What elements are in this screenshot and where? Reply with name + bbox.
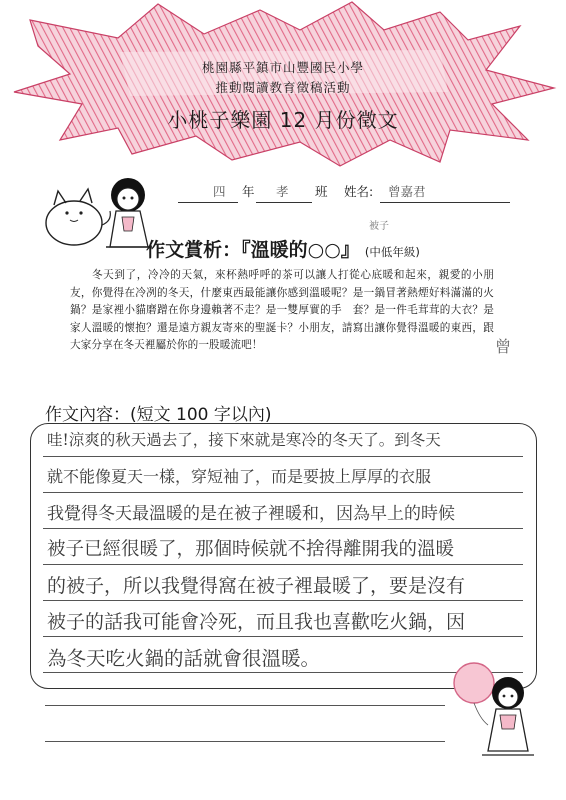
grade-label: 年 [242, 184, 255, 199]
writing-line [43, 564, 523, 565]
prompt-paragraph: 冬天到了，冷冷的天氣，來杯熱呼呼的茶可以讓人打從心底暖和起來，親愛的小朋友，你覺得在冷冽的冬天，什麼東西最能讓你感到溫暖呢？是一鍋冒著熱煙好料滿滿的火鍋？是家裡小貓磨蹭在你身邊賴著不走？是一雙厚實的手 套？是一件毛茸茸的大衣？是家人溫暖的懷抱？還是遠方親友寄來的聖誕卡？小朋友，請寫出讓你覺得溫暖的東西，跟大家分享在冬天裡屬於你的一股暖流吧！ [70, 269, 494, 351]
class-underline [256, 202, 312, 203]
writing-line [45, 741, 445, 742]
essay-title-blank: ○○ [307, 239, 341, 261]
grade-underline [178, 202, 238, 203]
essay-title-prefix: 作文賞析：『溫暖的 [146, 239, 308, 261]
contest-title: 小桃子樂園 12 月份徵文 [167, 108, 399, 132]
class-label: 班 [315, 184, 328, 199]
activity-name: 推動閱讀教育徵稿活動 [215, 80, 351, 95]
essay-title [0, 235, 566, 262]
essay-line-6: 被子的話我可能會冷死，而且我也喜歡吃火鍋，因 [47, 611, 466, 633]
essay-title-suffix: 』 [340, 239, 360, 261]
girl-with-balloon-illustration [452, 655, 542, 765]
writing-line [43, 672, 523, 673]
essay-line-3: 我覺得冬天最溫暖的是在被子裡暖和，因為早上的時候 [47, 504, 455, 524]
writing-line [43, 456, 523, 457]
handwritten-title-fill: 被子 [369, 221, 389, 232]
handwriting-box [30, 423, 537, 689]
grade-value: 四 [213, 184, 226, 199]
school-name: 桃園縣平鎮市山豐國民小學 [201, 60, 364, 75]
writing-line [43, 528, 523, 529]
essay-line-7: 為冬天吃火鍋的話就會很溫暖。 [47, 647, 321, 670]
content-heading: 作文內容：(短文 100 字以內) [45, 405, 272, 425]
writing-line [43, 636, 523, 637]
essay-line-4: 被子已經很暖了，那個時候就不捨得離開我的溫暖 [47, 539, 455, 560]
writing-line [43, 600, 523, 601]
student-name: 曾嘉君 [388, 184, 426, 199]
writing-line [43, 492, 523, 493]
name-underline [380, 202, 510, 203]
margin-pencil-mark: 曾 [495, 337, 512, 356]
essay-line-1: 哇!涼爽的秋天過去了，接下來就是寒冷的冬天了。到冬天 [47, 431, 441, 449]
name-label: 姓名: [344, 184, 374, 199]
grade-level-note: (中低年級) [364, 245, 420, 259]
writing-line [45, 705, 445, 706]
class-value: 孝 [276, 184, 289, 199]
essay-line-2: 就不能像夏天一樣，穿短袖了，而是要披上厚厚的衣服 [47, 467, 432, 486]
essay-line-5: 的被子，所以我覺得窩在被子裡最暖了，要是沒有 [47, 575, 466, 597]
